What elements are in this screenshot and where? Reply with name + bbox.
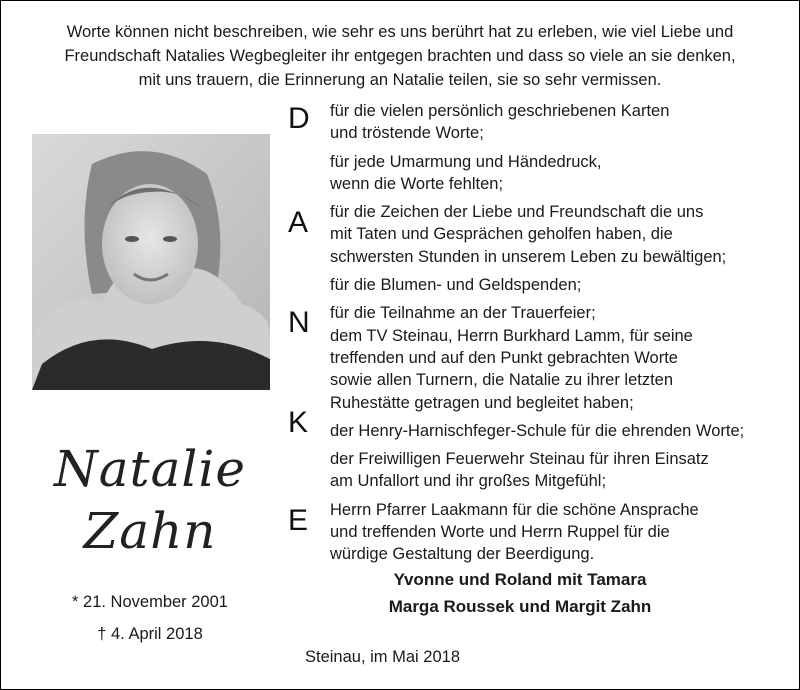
thanks-block bbox=[330, 201, 785, 268]
thanks-block bbox=[330, 448, 785, 493]
thanks-line: für jede Umarmung und Händedruck, bbox=[330, 152, 602, 171]
thanks-line: für die Zeichen der Liebe und Freundschaft die uns bbox=[330, 203, 704, 222]
thanks-line: Ruhestätte getragen und begleitet haben; bbox=[330, 393, 634, 412]
thanks-line: würdige Gestaltung der Beerdigung. bbox=[330, 545, 595, 564]
thanks-line: Herrn Pfarrer Laakmann für die schöne Ansprache bbox=[330, 500, 699, 519]
thanks-block bbox=[330, 420, 785, 442]
portrait-photo bbox=[32, 134, 270, 390]
thanks-line: treffenden und auf den Punkt gebrachten Worte bbox=[330, 348, 678, 367]
thanks-line: wenn die Worte fehlten; bbox=[330, 174, 504, 193]
signature-line: Marga Roussek und Margit Zahn bbox=[388, 597, 652, 616]
place-date: Steinau, im Mai 2018 bbox=[305, 648, 461, 666]
thanks-line: und tröstende Worte; bbox=[330, 124, 484, 143]
thanks-line: dem TV Steinau, Herrn Burkhard Lamm, für seine bbox=[330, 326, 693, 345]
thanks-line: schwersten Stunden in unserem Leben zu bewältigen; bbox=[330, 247, 727, 266]
first-name: Natalie bbox=[53, 440, 247, 498]
death-date: † 4. April 2018 bbox=[97, 625, 203, 643]
thanks-line: der Henry-Harnischfeger-Schule für die ehrenden Worte; bbox=[330, 421, 745, 440]
birth-date: * 21. November 2001 bbox=[72, 593, 228, 611]
acrostic-letter-d: D bbox=[288, 102, 310, 135]
thanks-line: der Freiwilligen Feuerwehr Steinau für ihren Einsatz bbox=[330, 450, 709, 469]
thanks-line: am Unfallort und ihr großes Mitgefühl; bbox=[330, 472, 607, 491]
thanks-block bbox=[330, 302, 785, 413]
deceased-name bbox=[30, 438, 270, 562]
signature bbox=[300, 566, 740, 620]
thanks-line: für die Teilnahme an der Trauerfeier; bbox=[330, 304, 596, 323]
acrostic-letter-a: A bbox=[288, 206, 309, 239]
life-dates bbox=[30, 586, 270, 650]
intro-text bbox=[20, 20, 780, 92]
acrostic-letter-e: E bbox=[288, 504, 309, 537]
thanks-block bbox=[330, 499, 785, 566]
acrostic-letter-n: N bbox=[288, 306, 310, 339]
thanks-line: für die vielen persönlich geschriebenen Karten bbox=[330, 102, 670, 120]
thanks-line: mit Taten und Gesprächen geholfen haben, die bbox=[330, 225, 673, 244]
signature-line: Yvonne und Roland mit Tamara bbox=[393, 570, 647, 589]
intro-line: Worte können nicht beschreiben, wie sehr es uns berührt hat zu erleben, wie viel Liebe und bbox=[66, 23, 734, 41]
thanks-line: sowie allen Turnern, die Natalie zu ihrer letzten bbox=[330, 371, 674, 390]
thanks-line: und treffenden Worte und Herrn Ruppel für die bbox=[330, 523, 670, 542]
thanks-line: für die Blumen- und Geldspenden; bbox=[330, 276, 582, 295]
thanks-list bbox=[330, 100, 785, 566]
thanks-block bbox=[330, 100, 785, 145]
last-name: Zahn bbox=[83, 502, 217, 560]
thanks-block bbox=[330, 151, 785, 196]
intro-line: mit uns trauern, die Erinnerung an Natalie teilen, sie so sehr vermissen. bbox=[138, 71, 662, 89]
acrostic-letter-k: K bbox=[288, 406, 309, 439]
thanks-block bbox=[330, 274, 785, 296]
intro-line: Freundschaft Natalies Wegbegleiter ihr entgegen brachten und dass so viele an sie denken, bbox=[64, 47, 736, 65]
